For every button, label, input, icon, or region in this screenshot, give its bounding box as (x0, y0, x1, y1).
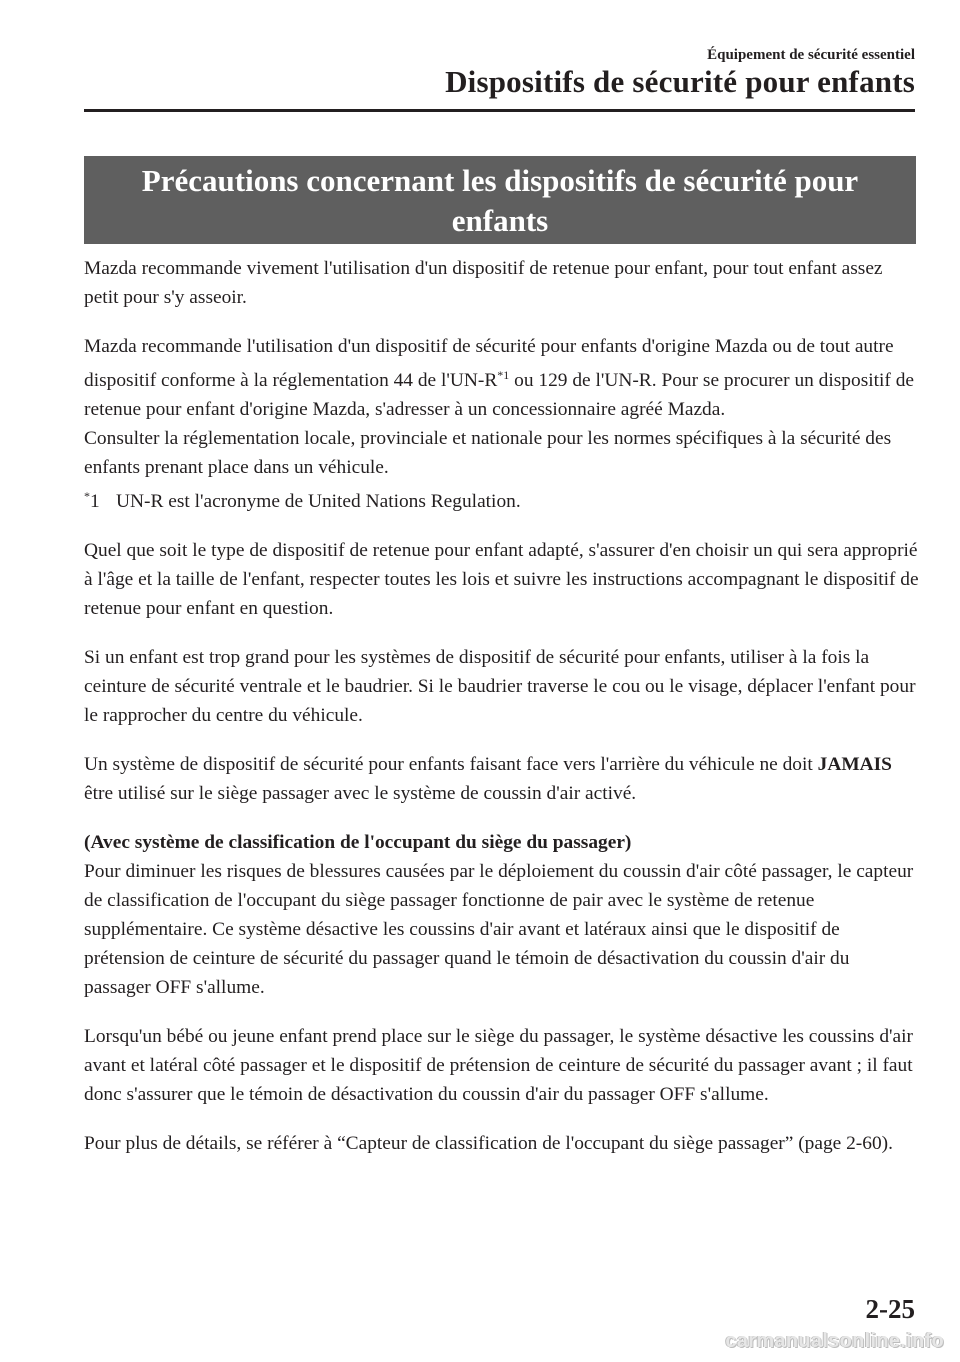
footnote-text: UN-R est l'acronyme de United Nations Regulation. (116, 491, 521, 512)
paragraph-approved-devices (84, 332, 920, 424)
paragraph-rear-facing-warning (84, 750, 920, 808)
subheading-occupant-classification: (Avec système de classification de l'occupant du siège du passager) (84, 832, 632, 853)
paragraph-child-too-large: Si un enfant est trop grand pour les systèmes de dispositif de sécurité pour enfants, utiliser à la fois la ceinture de sécurité ventrale et le baudrier. Si le baudrier traverse le cou ou le visage, déplacer l'enfant pour le rapprocher du centre du véhicule. (84, 647, 916, 726)
footnote (84, 482, 920, 516)
paragraph-choose-device: Quel que soit le type de dispositif de retenue pour enfant adapté, s'assurer d'en choisir un qui sera approprié à l'âge et la taille de l'enfant, respecter toutes les lois et suivre les instructions accompagnant le dispositif de retenue pour enfant en question. (84, 540, 919, 619)
footnote-reference: *1 (497, 368, 510, 382)
paragraph-rear-facing-after: être utilisé sur le siège passager avec le système de coussin d'air activé. (84, 783, 637, 804)
header-section-label: Équipement de sécurité essentiel (707, 47, 915, 63)
paragraph-see-also: Pour plus de détails, se référer à “Capteur de classification de l'occupant du siège passager” (page 2-60). (84, 1133, 893, 1154)
page-number: 2-25 (865, 1294, 915, 1324)
paragraph-infant-on-seat: Lorsqu'un bébé ou jeune enfant prend place sur le siège du passager, le système désactive les coussins d'air avant et latéral côté passager et le dispositif de prétension de ceinture de sécurité du passager avant ; il faut donc s'assurer que le témoin de désactivation du coussin d'air du passager OFF s'allume. (84, 1026, 913, 1105)
section-title-banner (84, 156, 916, 244)
paragraph-local-regulations: Consulter la réglementation locale, provinciale et nationale pour les normes spécifiques à la sécurité des enfants prenant place dans un véhicule. (84, 428, 892, 478)
paragraph-rear-facing-before: Un système de dispositif de sécurité pour enfants faisant face vers l'arrière du véhicule ne doit (84, 754, 818, 775)
emphasis-never: JAMAIS (817, 754, 892, 775)
paragraph-recommendation: Mazda recommande vivement l'utilisation d'un dispositif de retenue pour enfant, pour tout enfant assez petit pour s'y asseoir. (84, 258, 883, 308)
watermark: carmanualsonline.info (725, 1330, 944, 1352)
paragraph-occupant-classification: Pour diminuer les risques de blessures causées par le déploiement du coussin d'air côté passager, le capteur de classification de l'occupant du siège passager fonctionne de pair avec le système de retenue supplémentaire. Ce système désactive les coussins d'air avant et latéraux ainsi que le dispositif de prétension de ceinture de sécurité du passager quand le témoin de désactivation du coussin d'air du passager OFF s'allume. (84, 861, 914, 998)
header-title: Dispositifs de sécurité pour enfants (445, 64, 915, 99)
footnote-asterisk: * (84, 489, 90, 503)
header-divider (84, 109, 915, 112)
footnote-number: 1 (90, 491, 100, 512)
body-content (84, 254, 920, 1178)
paragraph-approved-devices-part-1: Mazda recommande l'utilisation d'un dispositif de sécurité pour enfants d'origine Mazda ou de tout autre dispositif conforme à la réglementation 44 de l'UN-R (84, 336, 894, 391)
section-title-line-2: enfants (451, 203, 549, 238)
paragraph-approved-devices-part-2: ou 129 de l'UN-R. Pour se procurer un dispositif de retenue pour enfant d'origine Mazda, s'adresser à un concessionnaire agréé Mazda. (84, 370, 915, 420)
section-title-line-1: Précautions concernant les dispositifs de sécurité pour (141, 163, 859, 198)
